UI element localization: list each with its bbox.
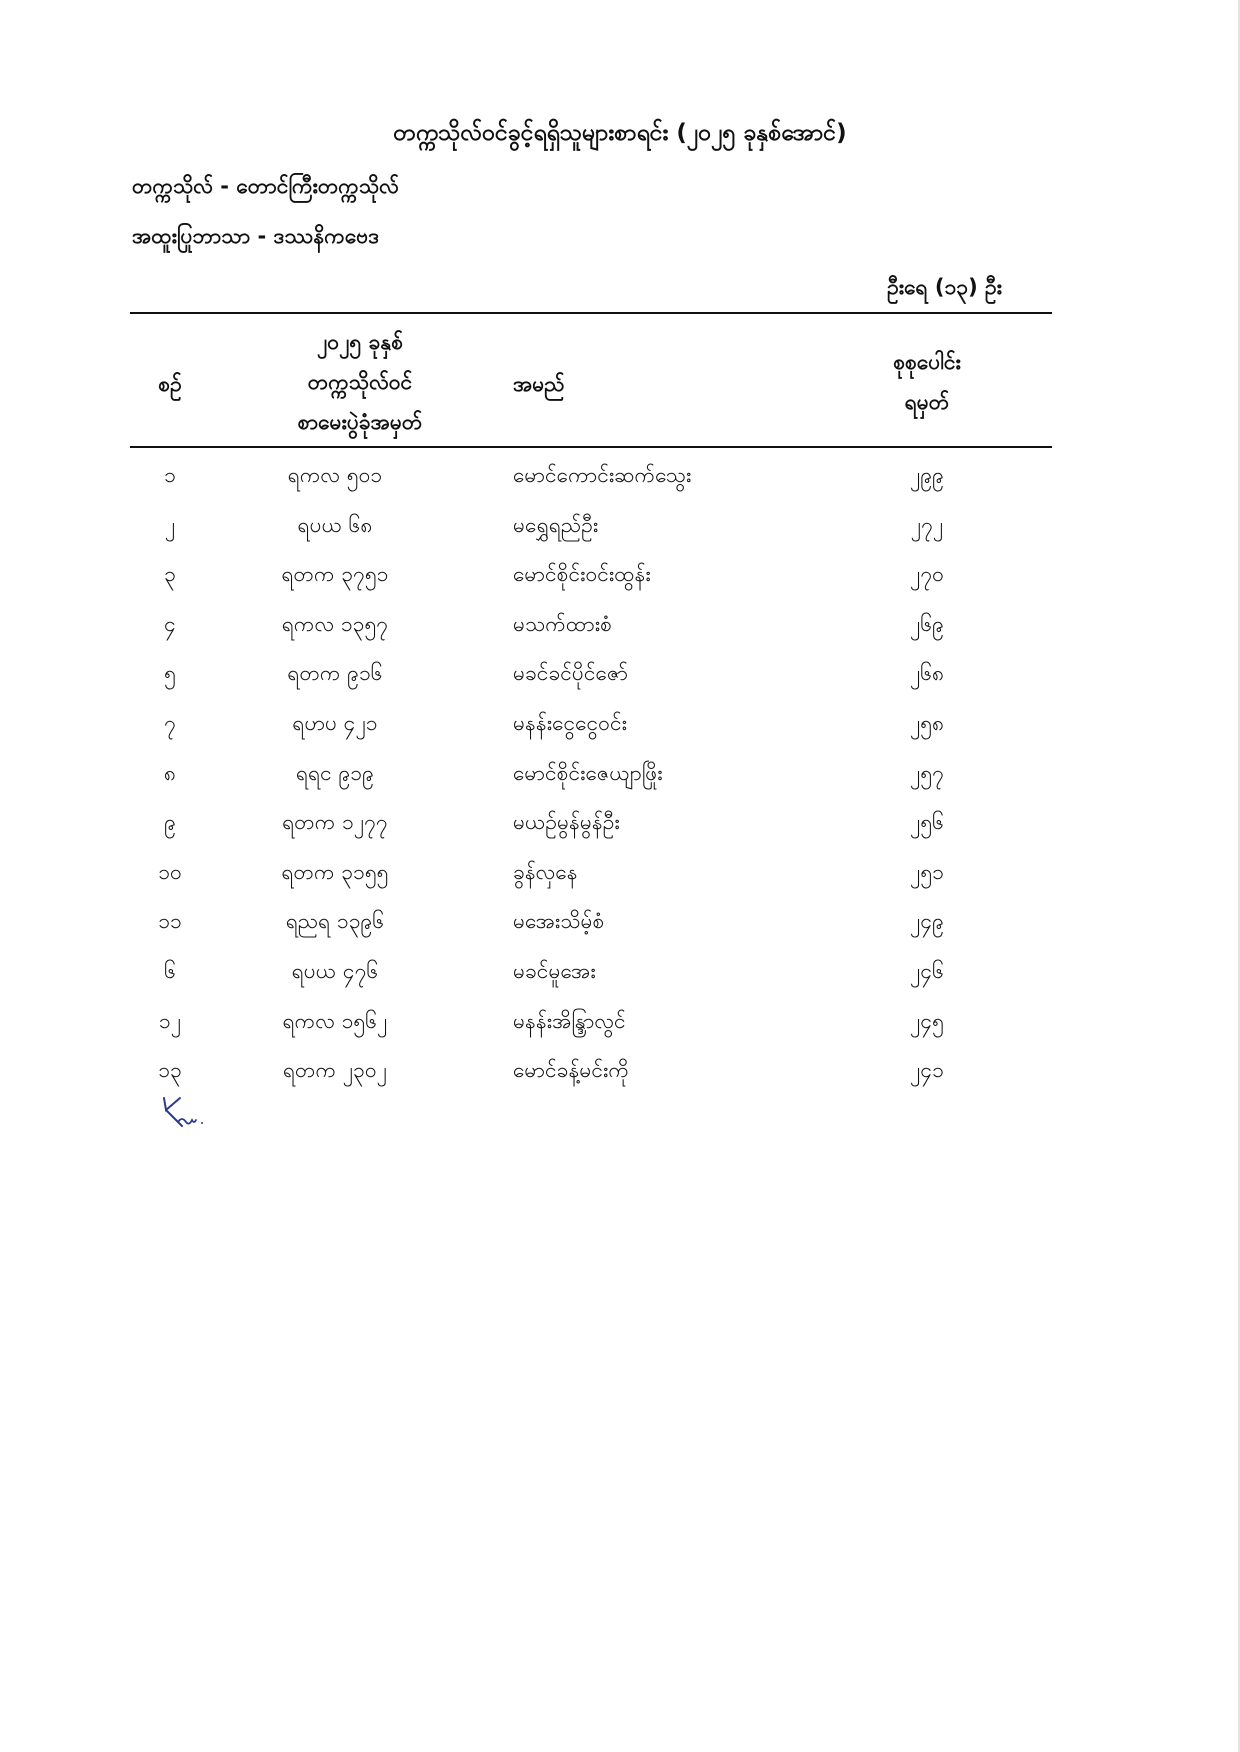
cell-no: ၉ bbox=[164, 810, 176, 835]
column-header-roll-line2: တက္ကသိုလ်ဝင် bbox=[307, 370, 413, 394]
cell-roll: ရပယ ၄၇၆ bbox=[291, 958, 379, 983]
student-count: ဦးရေ (၁၃) ဦး bbox=[887, 275, 1002, 299]
table-row bbox=[0, 700, 1240, 750]
cell-no: ၈ bbox=[164, 760, 176, 785]
cell-roll: ရတက ၃၁၅၅ bbox=[281, 859, 389, 884]
cell-no: ၅ bbox=[164, 661, 176, 686]
table-row bbox=[0, 948, 1240, 998]
table-row bbox=[0, 551, 1240, 601]
cell-no: ၇ bbox=[164, 710, 176, 735]
column-header-no: စဉ် bbox=[158, 372, 182, 396]
cell-name: မောင်ခန့်မင်းကို bbox=[513, 1058, 629, 1083]
cell-total: ၂၇၂ bbox=[910, 512, 944, 537]
table-row bbox=[0, 601, 1240, 651]
table-row bbox=[0, 502, 1240, 552]
cell-total: ၂၄၅ bbox=[910, 1008, 944, 1033]
table-row bbox=[0, 849, 1240, 899]
cell-total: ၂၄၉ bbox=[910, 909, 944, 934]
column-header-total-line1: စုစုပေါင်း bbox=[893, 350, 961, 374]
university-label: တက္ကသိုလ် - တောင်ကြီးတက္ကသိုလ် bbox=[132, 174, 399, 198]
table-header-rule bbox=[130, 446, 1052, 448]
cell-roll: ရတက ၉၁၆ bbox=[287, 661, 383, 686]
cell-no: ၆ bbox=[164, 958, 176, 983]
column-header-name: အမည် bbox=[513, 372, 565, 396]
cell-no: ၃ bbox=[164, 562, 176, 587]
cell-name: ခွန်လှနေ bbox=[513, 859, 578, 884]
cell-no: ၁၂ bbox=[158, 1008, 182, 1033]
cell-total: ၂၉၉ bbox=[910, 463, 944, 487]
table-row bbox=[0, 650, 1240, 700]
cell-name: မောင်စိုင်းဝင်းထွန်း bbox=[513, 562, 651, 587]
cell-name: မယဉ်မွန်မွန်ဦး bbox=[513, 810, 620, 835]
cell-total: ၂၇၀ bbox=[910, 562, 944, 587]
cell-roll: ရကလ ၁၅၆၂ bbox=[282, 1008, 388, 1033]
cell-no: ၂ bbox=[164, 512, 176, 537]
cell-no: ၁၃ bbox=[158, 1058, 182, 1083]
column-header-total-line2: ရမှတ် bbox=[904, 390, 950, 414]
cell-total: ၂၅၁ bbox=[910, 859, 944, 884]
cell-roll: ရတက ၃၇၅၁ bbox=[281, 562, 389, 587]
cell-roll: ရဟပ ၄၂၁ bbox=[292, 710, 378, 735]
cell-no: ၁ bbox=[164, 463, 176, 487]
cell-no: ၁၁ bbox=[158, 909, 182, 934]
cell-total: ၂၆၈ bbox=[909, 661, 945, 686]
cell-name: မနန်းငွေငွေဝင်း bbox=[513, 710, 627, 735]
handwritten-signature bbox=[158, 1096, 228, 1140]
cell-total: ၂၅၆ bbox=[910, 810, 944, 835]
cell-roll: ရရင ၉၁၉ bbox=[296, 760, 374, 785]
cell-total: ၂၄၁ bbox=[910, 1058, 944, 1083]
cell-total: ၂၄၆ bbox=[910, 958, 944, 983]
cell-total: ၂၅၈ bbox=[909, 710, 945, 735]
major-label: အထူးပြုဘာသာ - ဒဿနိကဗေဒ bbox=[132, 224, 380, 248]
cell-name: မအေးသိမ့်စံ bbox=[513, 909, 605, 934]
table-row bbox=[0, 799, 1240, 849]
table-row bbox=[0, 750, 1240, 800]
page-title: တက္ကသိုလ်ဝင်ခွင့်ရရှိသူများစာရင်း (၂၀၂၅ ခုနှစ်အောင်) bbox=[393, 120, 847, 146]
column-header-total bbox=[872, 342, 982, 422]
cell-name: မခင်မူအေး bbox=[513, 958, 596, 983]
cell-name: မောင်စိုင်းဇေယျာဖြိုး bbox=[513, 760, 663, 785]
column-header-roll-line1: ၂၀၂၅ ခုနှစ် bbox=[316, 330, 404, 354]
table-row bbox=[0, 452, 1240, 502]
table-row bbox=[0, 1047, 1240, 1097]
cell-total: ၂၅၇ bbox=[910, 760, 944, 785]
table-row bbox=[0, 898, 1240, 948]
column-header-roll bbox=[240, 322, 480, 442]
cell-total: ၂၆၉ bbox=[910, 611, 944, 636]
cell-roll: ရပယ ၆၈ bbox=[297, 512, 373, 537]
cell-roll: ရညရ ၁၃၉၆ bbox=[285, 909, 385, 934]
cell-name: မခင်ခင်ပိုင်ဇော် bbox=[513, 661, 629, 686]
cell-name: မောင်ကောင်းဆက်သွေး bbox=[513, 463, 692, 487]
table-top-rule bbox=[130, 312, 1052, 314]
cell-roll: ရတက ၂၃၀၂ bbox=[283, 1058, 387, 1083]
cell-roll: ရတက ၁၂၇၇ bbox=[282, 810, 388, 835]
cell-roll: ရကလ ၅၀၁ bbox=[287, 463, 383, 487]
cell-no: ၄ bbox=[164, 611, 176, 636]
cell-name: မရွှေရည်ဦး bbox=[513, 512, 599, 537]
cell-roll: ရကလ ၁၃၅၇ bbox=[281, 611, 389, 636]
cell-name: မနန်းအိန္ဒြာလွင် bbox=[513, 1008, 626, 1033]
column-header-roll-line3: စာမေးပွဲခုံအမှတ် bbox=[297, 410, 423, 434]
table-body bbox=[0, 452, 1240, 1097]
cell-no: ၁၀ bbox=[158, 859, 182, 884]
table-row bbox=[0, 998, 1240, 1048]
cell-name: မသက်ထားစံ bbox=[513, 611, 612, 636]
